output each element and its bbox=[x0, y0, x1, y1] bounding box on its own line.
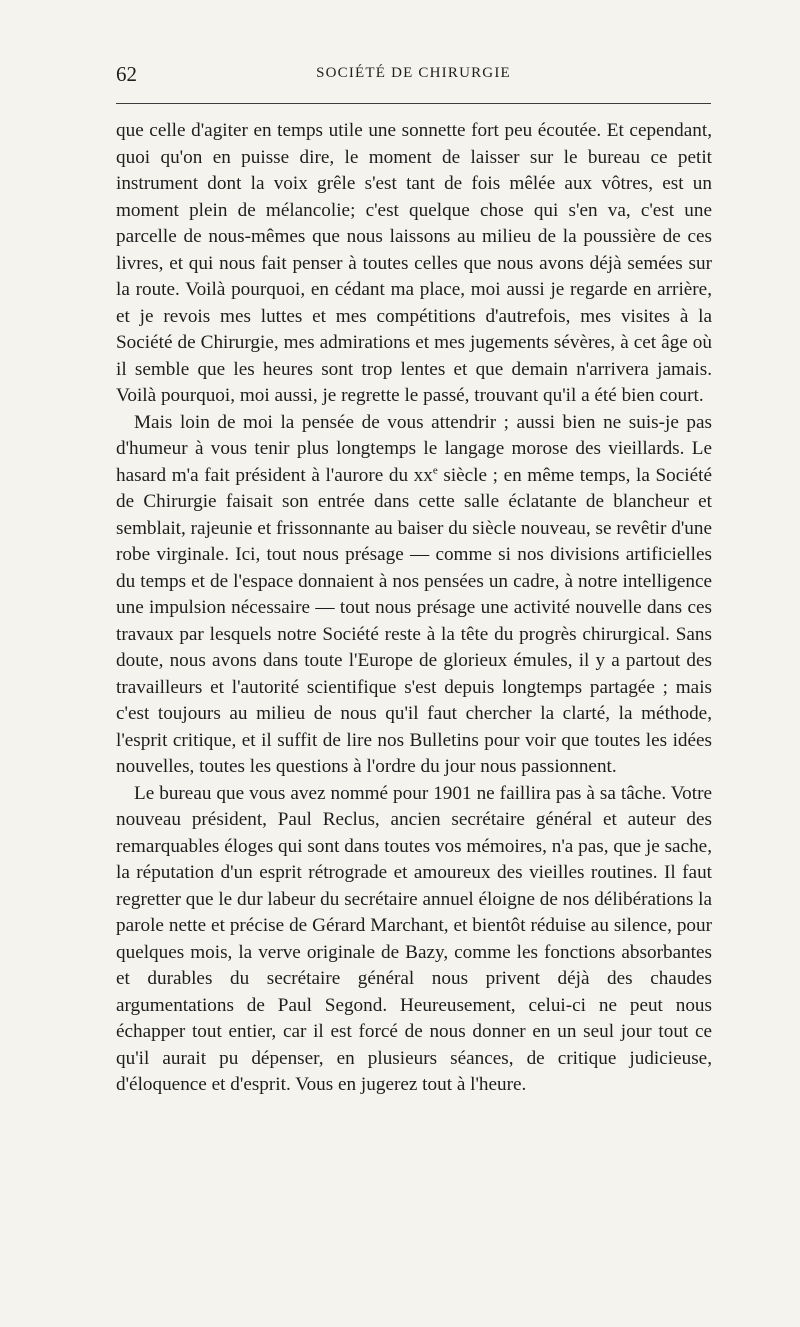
paragraph-continuation: que celle d'agiter en temps utile une sonnette fort peu écoutée. Et cependant, quoi qu'on en puisse dire, le moment de laisser sur le bureau ce petit instrument dont la voix grêle s'est tant de fois mêlée aux vôtres, est un moment plein de mélancolie; c'est quelque chose qui s'en va, c'est une parcelle de nous-mêmes que nous laissons au milieu de la poussière de ces livres, et qui nous fait penser à toutes celles que nous avons déjà semées sur la route. Voilà pourquoi, en cédant ma place, moi aussi je regarde en arrière, et je revois mes luttes et mes compétitions d'autrefois, mes visites à la Société de Chirurgie, mes admirations et mes jugements sévères, à cet âge où il semble que les heures sont trop lentes et que demain n'arrivera jamais. Voilà pourquoi, moi aussi, je regrette le passé, trouvant qu'il a été bien court. bbox=[116, 120, 712, 406]
page-number: 62 bbox=[116, 62, 137, 86]
paragraph-attendrir bbox=[116, 410, 712, 781]
century-superscript: e bbox=[432, 464, 438, 477]
paragraph-text-after: siècle ; en même temps, la Société de Chirurgie faisait son entrée dans cette salle éclatante de blancheur et semblait, rajeunie et frissonnante au baiser du siècle nouveau, se revêtir d'une robe virginale. Ici, tout nous présage — comme si nos divisions artificielles du temps et de l'espace donnaient à nos pensées un cadre, à notre intelligence une impulsion nécessaire — tout nous présage une activité nouvelle dans ces travaux par lesquels notre Société reste à la tête du progrès chirurgical. Sans doute, nous avons dans toute l'Europe de glorieux émules, il y a partout des travailleurs et l'autorité scientifique s'est depuis longtemps partagée ; mais c'est toujours au milieu de nous qu'il faut chercher la clarté, la méthode, l'esprit critique, et il suffit de lire nos Bulletins pour voir que toutes les idées nouvelles, toutes les questions à l'ordre du jour nous passionnent. bbox=[116, 464, 712, 777]
running-title: SOCIÉTÉ DE CHIRURGIE bbox=[316, 65, 511, 81]
running-head bbox=[116, 62, 711, 92]
header-rule bbox=[116, 103, 711, 104]
paragraph-text-before: Mais loin de moi la pensée de vous attendrir ; aussi bien ne suis-je pas d'humeur à vous tenir plus longtemps le langage morose des vieillards. Le hasard m'a fait président à l'aurore du xx bbox=[116, 411, 712, 486]
body-text bbox=[116, 118, 712, 1099]
paragraph-bureau: Le bureau que vous avez nommé pour 1901 ne faillira pas à sa tâche. Votre nouveau président, Paul Reclus, ancien secrétaire général et auteur des remarquables éloges qui sont dans toutes vos mémoires, n'a pas, que je sache, la réputation d'un esprit rétrograde et amoureux des vieilles routines. Il faut regretter que le dur labeur du secrétaire annuel éloigne de nos délibérations la parole nette et précise de Gérard Marchant, et bientôt réduise au silence, pour quelques mois, la verve originale de Bazy, comme les fonctions absorbantes et durables du secrétaire général nous privent déjà des chaudes argumentations de Paul Segond. Heureusement, celui-ci ne peut nous échapper tout entier, car il est forcé de nous donner en un seul jour tout ce qu'il aurait pu dépenser, en plusieurs séances, de critique judicieuse, d'éloquence et d'esprit. Vous en jugerez tout à l'heure. bbox=[116, 782, 712, 1095]
